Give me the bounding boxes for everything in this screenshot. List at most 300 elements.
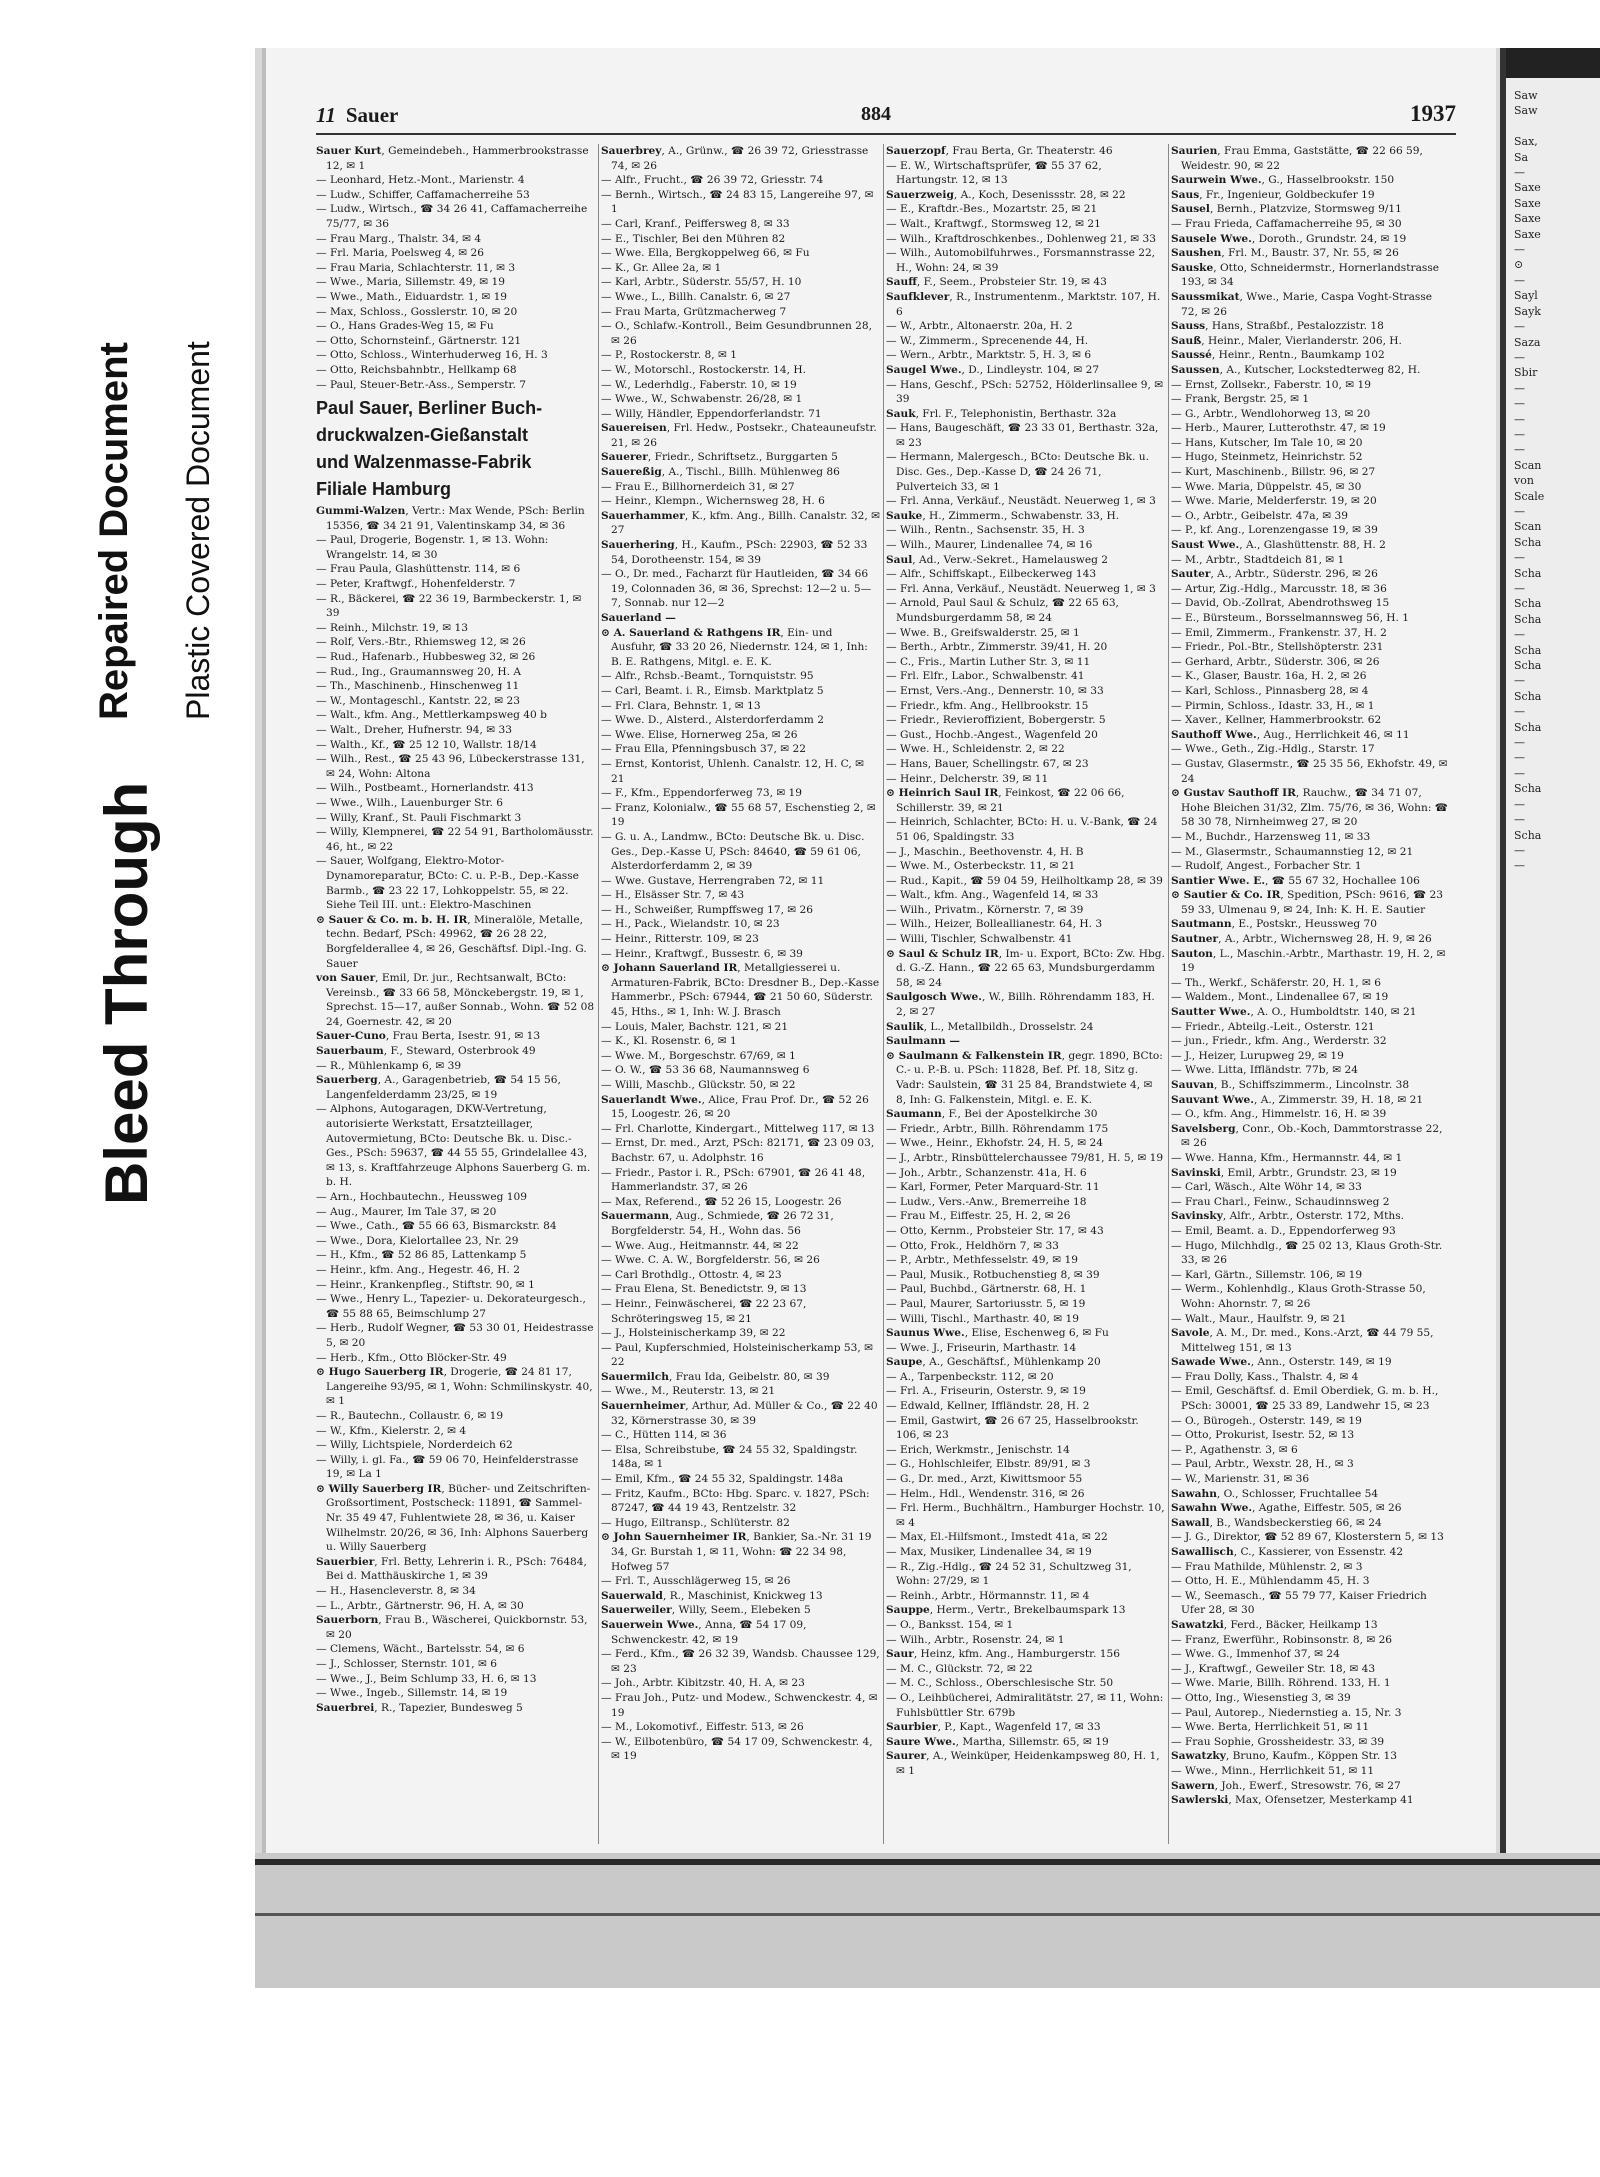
column-1-entries (316, 144, 599, 392)
directory-entry: — Frl. Anna, Verkäuf., Neustädt. Neuerweg 1, ✉ 3 (886, 495, 1156, 508)
directory-entry: — Ferd., Kfm., ☎ 26 32 39, Wandsb. Chaussee 129, ✉ 23 (601, 1648, 880, 1675)
directory-entry: — F., Kfm., Eppendorferweg 73, ✉ 19 (601, 787, 803, 800)
directory-entry: — Wilh., Privatm., Körnerstr. 7, ✉ 39 (886, 903, 1084, 916)
directory-entry: Sautner, A., Arbtr., Wichernsweg 28, H. 9, ✉ 26 (1171, 933, 1432, 946)
directory-entry: — Wilh., Rentn., Sachsenstr. 35, H. 3 (886, 524, 1085, 537)
directory-entry: Sauske, Otto, Schneidermstr., Hornerlandstrasse 193, ✉ 34 (1171, 261, 1440, 289)
directory-entry: Saurwein Wwe., G., Hasselbrookstr. 150 (1171, 174, 1395, 187)
dark-binding-strip (1506, 48, 1600, 78)
directory-entry: — R., Bautechn., Collaustr. 6, ✉ 19 (316, 1409, 504, 1422)
directory-entry: Sauke, H., Zimmerm., Schwabenstr. 33, H. (886, 509, 1120, 522)
directory-entry: — Wwe. Hanna, Kfm., Hermannstr. 44, ✉ 1 (1171, 1151, 1403, 1164)
directory-entry: — G. u. A., Landmw., BCto: Deutsche Bk. u. Disc. Ges., Dep.-Kasse U, PSch: 84640, ☎ 59 61 06, Alsterdorferdamm 2, ✉ 39 (601, 830, 865, 873)
directory-entry: — Th., Maschinenb., Hinschenweg 11 (316, 680, 520, 693)
directory-entry: Savelsberg, Conr., Ob.-Koch, Dammtorstrasse 22, ✉ 26 (1171, 1122, 1443, 1150)
directory-entry: — Carl Brothdlg., Ottostr. 4, ✉ 23 (601, 1268, 782, 1281)
directory-entry: ⊙ A. Sauerland & Rathgens IR, Ein- und Ausfuhr, ☎ 33 20 26, Niedernstr. 124, ✉ 1, Inh: B. E. Rathgens, Mitgl. e. E. K. (601, 626, 868, 668)
directory-entry: — Helm., Hdl., Wendenstr. 316, ✉ 26 (886, 1487, 1085, 1500)
entry-surname: Sauerzopf (886, 145, 946, 157)
directory-entry: — Wwe. Aug., Heitmannstr. 44, ✉ 22 (601, 1239, 799, 1252)
directory-entry: — R., Bäckerei, ☎ 22 36 19, Barmbeckerstr. 1, ✉ 39 (316, 592, 582, 620)
directory-entry: — Otto, Kernm., Probsteier Str. 17, ✉ 43 (886, 1224, 1104, 1237)
directory-entry: — O. W., ☎ 53 36 68, Naumannsweg 6 (601, 1064, 810, 1077)
directory-entry: Saunus Wwe., Elise, Eschenweg 6, ✉ Fu (886, 1327, 1109, 1340)
directory-entry: — G., Arbtr., Wendlohorweg 13, ✉ 20 (1171, 407, 1371, 420)
directory-entry: — E., Kraftdr.-Bes., Mozartstr. 25, ✉ 21 (886, 203, 1098, 216)
directory-entry: — Ernst, Zollsekr., Faberstr. 10, ✉ 19 (1171, 378, 1371, 391)
directory-entry: — Ernst, Kontorist, Uhlenh. Canalstr. 12, H. C, ✉ 21 (601, 757, 864, 785)
ad-block-paul-sauer (316, 398, 599, 500)
directory-entry: — Wwe. D., Alsterd., Alsterdorferdamm 2 (601, 714, 824, 727)
entry-surname: Saur (886, 1648, 914, 1661)
directory-entry: — Walt., Kraftwgf., Stormsweg 12, ✉ 21 (886, 217, 1101, 230)
directory-entry: — Max, Musiker, Lindenallee 34, ✉ 19 (886, 1546, 1092, 1558)
directory-entry: — Paul, Steuer-Betr.-Ass., Semperstr. 7 (316, 378, 526, 391)
directory-entry: — Aug., Maurer, Im Tale 37, ✉ 20 (316, 1205, 497, 1218)
directory-entry: — Hans, Bauer, Schellingstr. 67, ✉ 23 (886, 757, 1089, 770)
entry-surname: Sauereßig (601, 466, 662, 479)
directory-entry: Sautmann, E., Postskr., Heussweg 70 (1171, 918, 1377, 931)
ad-line: druckwalzen-Gießanstalt (316, 425, 529, 446)
directory-entry: — M., Buchdr., Harzensweg 11, ✉ 33 (1171, 830, 1371, 843)
entry-surname: Sauk (886, 407, 916, 420)
directory-entry: — Erich, Werkmstr., Jenischstr. 14 (886, 1443, 1070, 1456)
directory-entry: Sauss, Hans, Straßbf., Pestalozzistr. 18 (1171, 320, 1384, 333)
directory-entry: — Otto, Schloss., Winterhuderweg 16, H. 3 (316, 349, 548, 362)
directory-entry: — Otto, Prokurist, Isestr. 52, ✉ 13 (1171, 1429, 1355, 1442)
directory-entry: — Wilh., Postbeamt., Hornerlandstr. 413 (316, 782, 534, 795)
directory-entry: — Wwe., Henry L., Tapezier- u. Dekorateurgesch., ☎ 55 88 65, Beimschlump 27 (316, 1293, 586, 1320)
directory-entry: — Berth., Arbtr., Zimmerstr. 39/41, H. 20 (886, 641, 1108, 654)
directory-entry: — Wwe., M., Reuterstr. 13, ✉ 21 (601, 1385, 776, 1398)
directory-entry: — Heinrich, Schlachter, BCto: H. u. V.-Bank, ☎ 24 51 06, Spaldingstr. 33 (886, 816, 1158, 843)
directory-entry: — Frau M., Eiffestr. 25, H. 2, ✉ 26 (886, 1210, 1071, 1223)
directory-entry: — Wilh., Automobilfuhrwes., Forsmannstrasse 22, H., Wohn: 24, ✉ 39 (886, 247, 1156, 274)
directory-entry: Sawahn, O., Schlosser, Fruchtallee 54 (1171, 1487, 1379, 1500)
directory-entry: — Herb., Maurer, Lutterothstr. 47, ✉ 19 (1171, 422, 1386, 435)
directory-entry: — Bernh., Wirtsch., ☎ 24 83 15, Langereihe 97, ✉ 1 (601, 188, 874, 216)
directory-entry: — Ludw., Schiffer, Caffamacherreihe 53 (316, 188, 530, 201)
entry-surname: Sauerbier (316, 1555, 375, 1568)
directory-entry: — David, Ob.-Zollrat, Abendrothsweg 15 (1171, 597, 1390, 610)
directory-entry: — C., Hütten 114, ✉ 36 (601, 1429, 727, 1442)
entry-surname: ⊙ Johann Sauerland IR (601, 962, 738, 975)
directory-entry: — Joh., Arbtr. Kibitzstr. 40, H. A, ✉ 23 (601, 1677, 805, 1690)
directory-entry: Saus, Fr., Ingenieur, Goldbeckufer 19 (1171, 188, 1375, 201)
entry-surname: ⊙ A. Sauerland & Rathgens IR (601, 626, 781, 639)
directory-entry: — Friedr., Abteilg.-Leit., Osterstr. 121 (1171, 1020, 1375, 1033)
entry-surname: Sauerbrei (316, 1701, 375, 1714)
directory-entry: — Frau Marg., Thalstr. 34, ✉ 4 (316, 232, 482, 245)
entry-surname: Sauff (886, 276, 917, 289)
entry-surname: Saunus Wwe. (886, 1327, 965, 1340)
directory-entry: — Alfr., Schiffskapt., Eilbeckerweg 143 (886, 568, 1097, 581)
directory-entry: — Friedr., kfm. Ang., Hellbrookstr. 15 (886, 699, 1089, 712)
directory-entry: Sauerbier, Frl. Betty, Lehrerin i. R., PSch: 76484, Bei d. Matthäuskirche 1, ✉ 39 (316, 1555, 587, 1583)
entry-surname: Saurien (1171, 145, 1218, 157)
directory-entry: Sawlerski, Max, Ofensetzer, Mesterkamp 41 (1171, 1794, 1414, 1807)
directory-entry: — W., Zimmerm., Sprecenende 44, H. (886, 334, 1089, 347)
entry-surname: Sawade Wwe. (1171, 1356, 1251, 1369)
directory-entry: — Willi, Tischl., Marthastr. 40, ✉ 19 (886, 1312, 1079, 1325)
directory-entry: — Emil, Geschäftsf. d. Emil Oberdiek, G. m. b. H., PSch: 30001, ☎ 25 33 89, Landwehr 15, ✉ 23 (1171, 1385, 1439, 1413)
directory-entry: — Arn., Hochbautechn., Heussweg 109 (316, 1191, 528, 1203)
directory-entry: — Frau Paula, Glashüttenstr. 114, ✉ 6 (316, 563, 521, 576)
side-labels (0, 0, 240, 2177)
directory-entry: Sauerzweig, A., Koch, Desenissstr. 28, ✉ 22 (886, 188, 1126, 201)
header-page-number: 884 (861, 103, 891, 125)
entry-surname: ⊙ Sauer & Co. m. b. H. IR (316, 913, 468, 926)
directory-entry: — E., Tischler, Bei den Mühren 82 (601, 232, 786, 245)
directory-entry: — Frl. T., Ausschlägerweg 15, ✉ 26 (601, 1575, 791, 1588)
directory-entry: — W., Eilbotenbüro, ☎ 54 17 09, Schwenckestr. 4, ✉ 19 (601, 1735, 873, 1763)
directory-entry: — Otto, Reichsbahnbtr., Hellkamp 68 (316, 363, 517, 376)
entry-surname: ⊙ Saul & Schulz IR (886, 947, 999, 960)
directory-entry: — Emil, Gastwirt, ☎ 26 67 25, Hasselbrookstr. 106, ✉ 23 (886, 1414, 1139, 1442)
entry-surname: Savole (1171, 1327, 1210, 1340)
directory-entry: — Wwe., Wilh., Lauenburger Str. 6 (316, 796, 503, 809)
directory-entry: Saust Wwe., A., Glashüttenstr. 88, H. 2 (1171, 539, 1386, 552)
directory-entry: — Paul, Musik., Rotbuchenstieg 8, ✉ 39 (886, 1268, 1100, 1281)
directory-entry: Sauermann, Aug., Schmiede, ☎ 26 72 31, Borgfelderstr. 54, H., Wohn das. 56 (601, 1210, 834, 1237)
adjacent-page-fragment (1500, 48, 1600, 1853)
directory-entry: ⊙ John Sauernheimer IR, Bankier, Sa.-Nr. 31 19 34, Gr. Burstah 1, ✉ 11, Wohn: ☎ 22 34 98, Hofweg 57 (601, 1531, 872, 1573)
directory-entry: — K., Gr. Allee 2a, ✉ 1 (601, 261, 722, 274)
directory-entry: — Alfr., Rchsb.-Beamt., Tornquiststr. 95 (601, 670, 814, 683)
entry-surname: Sauerzweig (886, 188, 954, 201)
directory-entry: — Carl, Kranf., Peiffersweg 8, ✉ 33 (601, 217, 790, 230)
directory-entry: — Friedr., Pastor i. R., PSch: 67901, ☎ 26 41 48, Hammerlandstr. 37, ✉ 26 (601, 1166, 866, 1194)
directory-entry: — Elsa, Schreibstube, ☎ 24 55 32, Spaldingstr. 148a, ✉ 1 (601, 1443, 858, 1471)
directory-entry: — Peter, Kraftwgf., Hohenfelderstr. 7 (316, 578, 516, 591)
directory-entry: Savole, A. M., Dr. med., Kons.-Arzt, ☎ 44 79 55, Mittelweg 151, ✉ 13 (1171, 1327, 1434, 1354)
directory-entry: — G., Hohlschleifer, Elbstr. 89/91, ✉ 3 (886, 1458, 1091, 1471)
directory-entry: — Heinr., Klempn., Wichernsweg 28, H. 6 (601, 495, 825, 508)
directory-entry: — Arnold, Paul Saul & Schulz, ☎ 22 65 63, Mundsburgerdamm 58, ✉ 24 (886, 597, 1119, 624)
directory-entry: — Hans, Geschf., PSch: 52752, Hölderlinsallee 9, ✉ 39 (886, 378, 1164, 406)
directory-entry: — Wwe., Maria, Sillemstr. 49, ✉ 19 (316, 276, 505, 289)
directory-entry: — Wwe. Elise, Hornerweg 25a, ✉ 26 (601, 728, 798, 741)
directory-entry: Sawatzki, Ferd., Bäcker, Heilkamp 13 (1171, 1618, 1378, 1631)
directory-entry: — Heinr., Ritterstr. 109, ✉ 23 (601, 933, 759, 946)
directory-entry: Saur, Heinz, kfm. Ang., Hamburgerstr. 156 (886, 1648, 1120, 1661)
directory-entry: — Wwe. M., Osterbeckstr. 11, ✉ 21 (886, 860, 1076, 873)
column-2 (601, 144, 884, 1844)
directory-entry: — Wwe., Geth., Zig.-Hdlg., Starstr. 17 (1171, 743, 1375, 756)
directory-entry: Sauthoff Wwe., Aug., Herrlichkeit 46, ✉ 11 (1171, 728, 1410, 741)
entry-surname: Sawern (1171, 1779, 1215, 1792)
directory-entry (601, 611, 880, 626)
directory-entry: — W., Kfm., Kielerstr. 2, ✉ 4 (316, 1424, 467, 1437)
directory-entry: — J., Kraftwgf., Geweiler Str. 18, ✉ 43 (1171, 1662, 1376, 1675)
directory-entry: — Frau Marta, Grützmacherweg 7 (601, 305, 787, 318)
entry-surname: Sauerhering (601, 539, 675, 552)
directory-entry: — P., kf. Ang., Lorenzengasse 19, ✉ 39 (1171, 524, 1378, 537)
directory-entry: — Ludw., Vers.-Anw., Bremerreihe 18 (886, 1195, 1087, 1208)
directory-entry: Sawatzky, Bruno, Kaufm., Köppen Str. 13 (1171, 1750, 1398, 1763)
directory-entry: — Franz, Ewerführ., Robinsonstr. 8, ✉ 26 (1171, 1633, 1393, 1646)
directory-entry: — Walt., kfm. Ang., Mettlerkampsweg 40 b (316, 709, 547, 722)
ad-line: Filiale Hamburg (316, 479, 452, 500)
directory-entry: ⊙ Sautier & Co. IR, Spedition, PSch: 9616, ☎ 23 59 33, Ulmenau 9, ✉ 24, Inh: K. H. E. Sautier (1171, 889, 1444, 916)
directory-entry: — Gustav, Glasermstr., ☎ 25 35 56, Ekhofstr. 49, ✉ 24 (1171, 757, 1448, 785)
entry-surname: Saupe (886, 1356, 923, 1369)
directory-entry: — Wwe., J., Beim Schlump 33, H. 6, ✉ 13 (316, 1672, 537, 1685)
directory-entry: Saumann, F., Bei der Apostelkirche 30 (886, 1108, 1098, 1121)
directory-entry: — Wwe. M., Borgeschstr. 67/69, ✉ 1 (601, 1049, 796, 1062)
directory-entry: — Carl, Beamt. i. R., Eimsb. Marktplatz 5 (601, 684, 824, 697)
directory-entry: — Karl, Former, Peter Marquard-Str. 11 (886, 1181, 1100, 1194)
entry-surname: Savelsberg (1171, 1122, 1236, 1135)
directory-entry: — Karl, Arbtr., Süderstr. 55/57, H. 10 (601, 276, 802, 289)
directory-entry: — Hermann, Malergesch., BCto: Deutsche Bk. u. Disc. Ges., Dep.-Kasse D, ☎ 24 26 71, Pulverteich 33, ✉ 1 (886, 451, 1149, 493)
directory-entry: — Willi, Maschb., Glückstr. 50, ✉ 22 (601, 1079, 796, 1091)
directory-entry: — J. G., Direktor, ☎ 52 89 67, Klosterstern 5, ✉ 13 (1171, 1531, 1444, 1544)
directory-entry: — Ernst, Vers.-Ang., Dennerstr. 10, ✉ 33 (886, 684, 1104, 697)
ad-line: und Walzenmasse-Fabrik (316, 452, 532, 473)
directory-entry: Saufklever, R., Instrumentenm., Marktstr. 107, H. 6 (886, 290, 1161, 318)
directory-entry: — Frau Sophie, Grossheidestr. 33, ✉ 39 (1171, 1735, 1385, 1748)
entry-surname: ⊙ Sautier & Co. IR (1171, 889, 1281, 902)
directory-entry: Sawern, Joh., Ewerf., Stresowstr. 76, ✉ 27 (1171, 1779, 1401, 1792)
directory-entry: — M. C., Glückstr. 72, ✉ 22 (886, 1662, 1033, 1675)
directory-entry: — Alphons, Autogaragen, DKW-Vertretung, autorisierte Werkstatt, Ersatzteillager, Autovermietung, BCto: Deutsche Bk. u. Disc.-Ges., PSch: 59637, ☎ 44 55 55, Grindelallee 43, ✉ 13, s. Kraftfahrzeuge Alphons Sauerberg G. m. b. H. (316, 1103, 591, 1189)
column-3 (886, 144, 1169, 1844)
directory-entry: — O., kfm. Ang., Himmelstr. 16, H. ✉ 39 (1171, 1108, 1387, 1121)
directory-entry: ⊙ Saulmann & Falkenstein IR, gegr. 1890, BCto: C.- u. P.-B. u. PSch: 11828, Bef. Pf. 18, Sitz g. Vadr: Saulstein, ☎ 31 25 84, Brandstwiete 4, ✉ 8, Inh: G. Falkenstein, Mitgl. e. E. K. (886, 1049, 1163, 1106)
directory-entry: — H., Schweißer, Rumpffsweg 17, ✉ 26 (601, 903, 814, 916)
entry-surname: Sausele Wwe. (1171, 232, 1252, 245)
directory-entry: Sausele Wwe., Doroth., Grundstr. 24, ✉ 19 (1171, 232, 1407, 245)
directory-entry: — P., Rostockerstr. 8, ✉ 1 (601, 349, 737, 362)
directory-entry: Sauerhammer, K., kfm. Ang., Billh. Canalstr. 32, ✉ 27 (601, 509, 880, 537)
directory-entry: Saugel Wwe., D., Lindleystr. 104, ✉ 27 (886, 363, 1100, 376)
directory-entry: Saussen, A., Kutscher, Lockstedterweg 82, H. (1171, 363, 1421, 376)
directory-entry: — Walt., Dreher, Hufnerstr. 94, ✉ 33 (316, 724, 512, 736)
entry-surname: Sauter (1171, 568, 1211, 581)
entry-surname: Saurbier (886, 1721, 938, 1734)
entry-surname: Saulgosch Wwe. (886, 991, 982, 1004)
directory-entry: Sawade Wwe., Ann., Osterstr. 149, ✉ 19 (1171, 1356, 1392, 1369)
directory-entry: — E. W., Wirtschaftsprüfer, ☎ 55 37 62, Hartungstr. 12, ✉ 13 (886, 159, 1102, 187)
directory-entry: — Wern., Arbtr., Marktstr. 5, H. 3, ✉ 6 (886, 349, 1092, 362)
directory-entry: Sauerwald, R., Maschinist, Knickweg 13 (601, 1589, 823, 1602)
directory-entry: — P., Agathenstr. 3, ✉ 6 (1171, 1443, 1298, 1456)
directory-entry: — O., Hans Grades-Weg 15, ✉ Fu (316, 320, 494, 333)
directory-entry: — Walth., Kf., ☎ 25 12 10, Wallstr. 18/14 (316, 738, 537, 751)
directory-entry: — Wilh., Kraftdroschkenbes., Dohlenweg 21, ✉ 33 (886, 232, 1156, 245)
directory-entry: — Frau E., Billhornerdeich 31, ✉ 27 (601, 480, 795, 493)
directory-entry: — Wwe. Ella, Bergkoppelweg 66, ✉ Fu (601, 247, 810, 260)
directory-entry: von Sauer, Emil, Dr. jur., Rechtsanwalt, BCto: Vereinsb., ☎ 33 66 58, Mönckebergstr. 19, ✉ 1, Sprechst. 15—17, außer Sonnab., Wohn. ☎ 52 08 24, Goernestr. 42, ✉ 20 (316, 972, 595, 1028)
directory-entry: Sauerbrey, A., Grünw., ☎ 26 39 72, Griesstrasse 74, ✉ 26 (601, 145, 869, 172)
directory-entry: — H., Elsässer Str. 7, ✉ 43 (601, 889, 745, 902)
entry-surname: ⊙ Willy Sauerberg IR (316, 1482, 442, 1495)
entry-surname: Sauke (886, 509, 923, 522)
directory-entry: — Willy, Kranf., St. Pauli Fischmarkt 3 (316, 811, 522, 824)
directory-entry: — J., Arbtr., Rinsbüttelerchaussee 79/81, H. 5, ✉ 19 (886, 1151, 1164, 1164)
directory-entry: — Wwe. Litta, Iffländstr. 77b, ✉ 24 (1171, 1064, 1358, 1077)
directory-entry: — O., Banksst. 154, ✉ 1 (886, 1618, 1014, 1631)
directory-entry: — Karl, Gärtn., Sillemstr. 106, ✉ 19 (1171, 1268, 1363, 1281)
directory-entry: — Otto, Frok., Heldhörn 7, ✉ 33 (886, 1239, 1059, 1252)
directory-entry: Gummi-Walzen, Vertr.: Max Wende, PSch: Berlin 15356, ☎ 34 21 91, Valentinskamp 34, ✉ 36 (316, 505, 585, 532)
directory-entry: — Walt., kfm. Ang., Wagenfeld 14, ✉ 33 (886, 889, 1099, 902)
entry-surname: Sauerberg (316, 1074, 378, 1087)
directory-entry: Sauereßig, A., Tischl., Billh. Mühlenweg 86 (601, 466, 840, 479)
header-year: 1937 (1410, 101, 1456, 126)
directory-entry: Sauerweiler, Willy, Seem., Elebeken 5 (601, 1604, 811, 1617)
directory-entry: — Rud., Kapit., ☎ 59 04 59, Heilholtkamp 28, ✉ 39 (886, 874, 1163, 887)
directory-entry: — Paul, Maurer, Sartoriusstr. 5, ✉ 19 (886, 1297, 1086, 1310)
directory-entry: — W., Seemasch., ☎ 55 79 77, Kaiser Friedrich Ufer 28, ✉ 30 (1171, 1589, 1427, 1617)
directory-entry: Saurbier, P., Kapt., Wagenfeld 17, ✉ 33 (886, 1721, 1101, 1734)
entry-surname: Sawatzki (1171, 1618, 1224, 1631)
entry-surname: Sauernheimer (601, 1400, 686, 1413)
directory-entry: — Reinh., Milchstr. 19, ✉ 13 (316, 621, 468, 634)
entry-surname: Sauerwein Wwe. (601, 1618, 699, 1631)
entry-surname: Sauerbaum (316, 1045, 384, 1058)
entry-surname: Sauermann (601, 1210, 670, 1223)
header-left (316, 103, 398, 128)
bleed-through-label: Bleed Through (93, 781, 160, 1205)
directory-entry: — Wwe. C. A. W., Borgfelderstr. 56, ✉ 26 (601, 1254, 820, 1267)
entry-surname: Sauske (1171, 261, 1214, 274)
directory-entry: ⊙ Gustav Sauthoff IR, Rauchw., ☎ 34 71 07, Hohe Bleichen 31/32, Zlm. 75/76, ✉ 36, Wohn: ☎ 58 30 78, Nirnheimweg 27, ✉ 20 (1171, 787, 1448, 829)
directory-entry: — Heinr., Delcherstr. 39, ✉ 11 (886, 772, 1049, 785)
directory-entry: Santier Wwe. E., ☎ 55 67 32, Hochallee 106 (1171, 874, 1420, 887)
scan-bottom-edge (255, 1853, 1600, 1988)
entry-surname: Sauvan (1171, 1079, 1214, 1091)
directory-entry: — Wwe. B., Greifswalderstr. 25, ✉ 1 (886, 626, 1080, 639)
directory-entry: — Hans, Kutscher, Im Tale 10, ✉ 20 (1171, 436, 1363, 449)
directory-entry: — Willi, Tischler, Schwalbenstr. 41 (886, 933, 1073, 946)
directory-entry: — Wwe. Marie, Melderferstr. 19, ✉ 20 (1171, 495, 1377, 508)
entry-surname: Sawlerski (1171, 1794, 1229, 1807)
directory-entry: Sawallisch, C., Kassierer, von Essenstr. 42 (1171, 1546, 1404, 1558)
directory-entry: Sautter Wwe., A. O., Humboldtstr. 140, ✉ 21 (1171, 1006, 1417, 1019)
directory-entry: — Frl. Elfr., Labor., Schwalbenstr. 41 (886, 670, 1085, 683)
directory-page (262, 48, 1496, 1853)
directory-entry: — Karl, Schloss., Pinnasberg 28, ✉ 4 (1171, 684, 1369, 697)
directory-entry: Sauvan, B., Schiffszimmerm., Lincolnstr. 38 (1171, 1079, 1410, 1091)
entry-surname: Sauton (1171, 947, 1213, 960)
directory-entry: Saulik, L., Metallbildh., Drosselstr. 24 (886, 1020, 1094, 1033)
entry-surname: Sausel (1171, 203, 1210, 216)
directory-entry: Sauerberg, A., Garagenbetrieb, ☎ 54 15 56, Langenfelderdamm 23/25, ✉ 19 (316, 1074, 561, 1101)
directory-entry: — R., Zig.-Hdlg., ☎ 24 52 31, Schultzweg 31, Wohn: 27/29, ✉ 1 (886, 1560, 1132, 1588)
directory-entry: — Frl. A., Friseurin, Osterstr. 9, ✉ 19 (886, 1385, 1086, 1398)
entry-surname: Sautmann (1171, 918, 1232, 931)
directory-entry: — Frl. Clara, Behnstr. 1, ✉ 13 (601, 699, 761, 712)
directory-entry: — jun., Friedr., kfm. Ang., Werderstr. 32 (1171, 1035, 1387, 1048)
directory-entry: Saulgosch Wwe., W., Billh. Röhrendamm 183, H. 2, ✉ 27 (886, 991, 1155, 1019)
directory-entry: — Heinr., kfm. Ang., Hegestr. 46, H. 2 (316, 1263, 520, 1276)
directory-entry: — Wilh., Heizer, Bolleallianestr. 64, H. 3 (886, 918, 1103, 931)
directory-entry: Sauerbrei, R., Tapezier, Bundesweg 5 (316, 1701, 523, 1714)
directory-entry: — Emil, Beamt. a. D., Eppendorferweg 93 (1171, 1224, 1396, 1237)
directory-entry: Saussé, Heinr., Rentn., Baumkamp 102 (1171, 349, 1385, 362)
directory-entry: — M., Arbtr., Stadtdeich 81, ✉ 1 (1171, 553, 1345, 566)
entry-surname: Sauer-Cuno (316, 1030, 386, 1043)
directory-entry: — M., Lokomotivf., Eiffestr. 513, ✉ 26 (601, 1721, 804, 1734)
directory-entry: — Willy, Lichtspiele, Norderdeich 62 (316, 1439, 513, 1452)
entry-surname: Saurer (886, 1750, 927, 1763)
entry-surname: Sawahn (1171, 1487, 1217, 1500)
directory-entry: ⊙ Heinrich Saul IR, Feinkost, ☎ 22 06 66, Schillerstr. 39, ✉ 21 (886, 787, 1125, 814)
entry-surname: Saugel Wwe. (886, 363, 962, 376)
column-separator (1168, 144, 1169, 1844)
directory-entry: — Paul, Buchbd., Gärtnerstr. 68, H. 1 (886, 1283, 1087, 1296)
directory-entry: — H., Pack., Wielandstr. 10, ✉ 23 (601, 918, 780, 931)
entry-surname: ⊙ Heinrich Saul IR (886, 787, 999, 800)
edge-stripe (255, 1859, 1600, 1865)
directory-entry: — Frl. Maria, Poelsweg 4, ✉ 26 (316, 247, 485, 260)
directory-entry: Sauerhering, H., Kaufm., PSch: 22903, ☎ 52 33 54, Dorotheenstr. 154, ✉ 39 (601, 539, 868, 566)
directory-entry: Sauernheimer, Arthur, Ad. Müller & Co., ☎ 22 40 32, Körnerstrasse 30, ✉ 39 (601, 1400, 878, 1427)
directory-entry: — Wilh., Rest., ☎ 25 43 96, Lübeckerstrasse 131, ✉ 24, Wohn: Altona (316, 753, 585, 780)
directory-entry: — Th., Werkf., Schäferstr. 20, H. 1, ✉ 6 (1171, 976, 1381, 989)
directory-entry: — O., Leihbücherei, Admiralitätstr. 27, ✉ 11, Wohn: Fuhlsbüttler Str. 679b (886, 1691, 1164, 1719)
directory-entry: — W., Arbtr., Altonaerstr. 20a, H. 2 (886, 320, 1073, 333)
directory-entry: Sauerbaum, F., Steward, Osterbrook 49 (316, 1045, 536, 1058)
directory-entry: — Hugo, Eiltransp., Schlüterstr. 82 (601, 1516, 790, 1529)
directory-entry: Saul, Ad., Verw.-Sekret., Hamelausweg 2 (886, 553, 1108, 566)
column-1-entries-continued (316, 504, 599, 1715)
edge-stripe (255, 1913, 1600, 1916)
entry-surname: Sawallisch (1171, 1546, 1234, 1558)
entry-surname: Gummi-Walzen (316, 505, 406, 518)
directory-entry: — Frau Joh., Putz- und Modew., Schwenckestr. 4, ✉ 19 (601, 1691, 878, 1719)
directory-entry: — Artur, Zig.-Hdlg., Marcusstr. 18, ✉ 36 (1171, 582, 1387, 595)
directory-entry: — Alfr., Frucht., ☎ 26 39 72, Griesstr. 74 (601, 174, 824, 187)
directory-entry: — Otto, Schornsteinf., Gärtnerstr. 121 (316, 334, 522, 347)
directory-entry: — Waldem., Mont., Lindenallee 67, ✉ 19 (1171, 991, 1389, 1004)
directory-entry: Sauermilch, Frau Ida, Geibelstr. 80, ✉ 39 (601, 1370, 830, 1383)
ad-line: Paul Sauer, Berliner Buch- (316, 398, 543, 419)
directory-entry: — Paul, Drogerie, Bogenstr. 1, ✉ 13. Wohn: Wrangelstr. 14, ✉ 30 (316, 534, 549, 561)
directory-entry: — Pirmin, Schloss., Idastr. 33, H., ✉ 1 (1171, 699, 1375, 712)
directory-entry: — W., Motorschl., Rostockerstr. 14, H. (601, 363, 806, 376)
directory-entry: — C., Fris., Martin Luther Str. 3, ✉ 11 (886, 655, 1091, 668)
directory-entry: Sauerwein Wwe., Anna, ☎ 54 17 09, Schwenckestr. 42, ✉ 19 (601, 1618, 807, 1646)
directory-entry: Saupe, A., Geschäftsf., Mühlenkamp 20 (886, 1356, 1101, 1369)
directory-entry: — P., Arbtr., Methfesselstr. 49, ✉ 19 (886, 1254, 1078, 1267)
directory-entry: — Wwe. H., Schleidenstr. 2, ✉ 22 (886, 743, 1065, 756)
column-1 (316, 144, 599, 1844)
entry-surname: Saus (1171, 188, 1200, 201)
entry-surname: von Sauer (316, 972, 376, 985)
directory-entry: — E., Bürsteum., Borsselmannsweg 56, H. 1 (1171, 612, 1410, 624)
directory-entry: — Friedr., Revieroffizient, Bobergerstr. 5 (886, 714, 1106, 727)
directory-entry: — W., Lederhdlg., Faberstr. 10, ✉ 19 (601, 378, 797, 391)
entry-surname: Saulik (886, 1020, 924, 1033)
entry-surname: Savinsky (1171, 1210, 1223, 1223)
directory-entry: Saussmikat, Wwe., Marie, Caspa Voght-Strasse 72, ✉ 26 (1171, 290, 1433, 318)
directory-entry: Sauer Kurt, Gemeindebeh., Hammerbrookstrasse 12, ✉ 1 (316, 145, 589, 172)
entry-surname: Sauthoff Wwe. (1171, 728, 1257, 741)
directory-entry: — Wwe. G., Immenhof 37, ✉ 24 (1171, 1648, 1340, 1661)
directory-entry: — Friedr., Pol.-Btr., Stellshöpterstr. 231 (1171, 641, 1384, 654)
entry-surname: Saumann (886, 1108, 942, 1121)
directory-entry: — Wilh., Arbtr., Rosenstr. 24, ✉ 1 (886, 1633, 1065, 1646)
column-separator (883, 144, 884, 1844)
directory-entry: — Frank, Bergstr. 25, ✉ 1 (1171, 393, 1310, 406)
directory-entry: — Wwe., Math., Eiduardstr. 1, ✉ 19 (316, 290, 508, 303)
directory-entry: — Frl. Herm., Buchhältrn., Hamburger Hochstr. 10, ✉ 4 (886, 1502, 1165, 1529)
directory-entry: — Joh., Arbtr., Schanzenstr. 41a, H. 6 (886, 1166, 1087, 1179)
directory-entry: — Wwe. Marie, Billh. Röhrend. 133, H. 1 (1171, 1677, 1391, 1690)
